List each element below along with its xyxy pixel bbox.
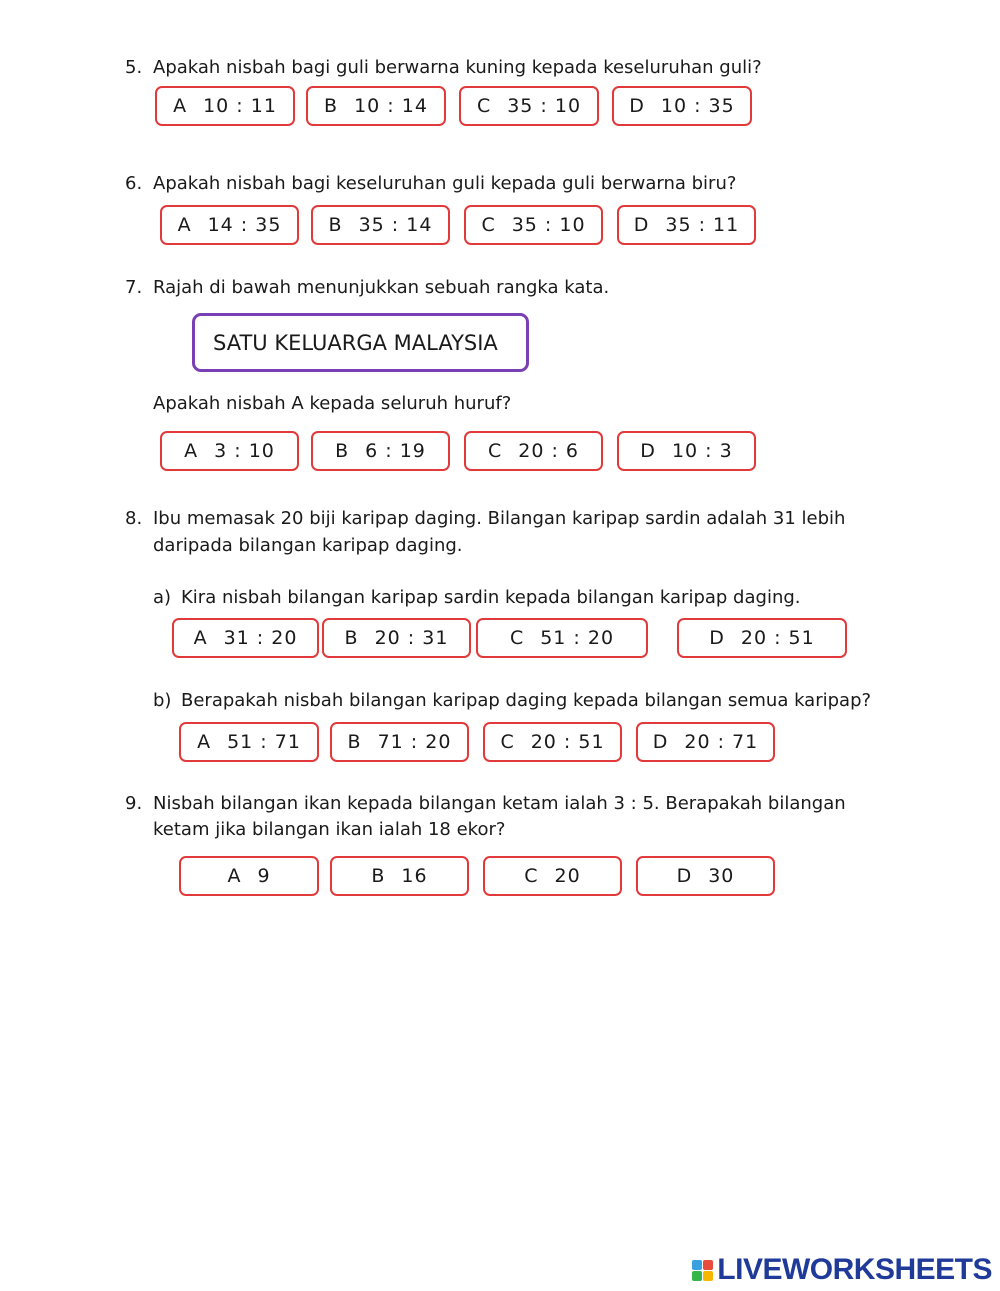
option-letter: C	[524, 865, 539, 887]
question-8b-label: b)	[153, 690, 172, 711]
question-8-number: 8.	[125, 508, 143, 529]
question-5-option-a[interactable]	[155, 86, 295, 126]
mark-square-l	[692, 1260, 702, 1270]
question-7-text: Rajah di bawah menunjukkan sebuah rangka kata.	[153, 277, 610, 298]
option-value: 35 : 10	[507, 95, 582, 117]
question-6-number: 6.	[125, 173, 143, 194]
question-7-option-c[interactable]	[464, 431, 603, 471]
question-8a-option-a[interactable]	[172, 618, 319, 658]
option-value: 10 : 3	[671, 440, 733, 462]
question-5-option-d[interactable]	[612, 86, 752, 126]
option-value: 51 : 20	[540, 627, 615, 649]
question-5-option-c[interactable]	[459, 86, 599, 126]
option-letter: C	[481, 214, 496, 236]
question-8b-option-c[interactable]	[483, 722, 622, 762]
question-6-text: Apakah nisbah bagi keseluruhan guli kepada guli berwarna biru?	[153, 173, 737, 194]
option-letter: B	[371, 865, 386, 887]
option-letter: D	[709, 627, 725, 649]
option-value: 51 : 71	[227, 731, 301, 753]
option-letter: D	[633, 214, 650, 236]
question-9-text-line1: Nisbah bilangan ikan kepada bilangan ketam ialah 3 : 5. Berapakah bilangan	[153, 793, 846, 814]
question-6-option-c[interactable]	[464, 205, 603, 245]
liveworksheets-logo-text: LIVEWORKSHEETS	[717, 1253, 992, 1286]
question-9-option-b[interactable]	[330, 856, 469, 896]
option-value: 35 : 11	[665, 214, 740, 236]
option-letter: C	[500, 731, 515, 753]
option-value: 16	[401, 865, 428, 887]
question-6-option-b[interactable]	[311, 205, 450, 245]
question-9-option-c[interactable]	[483, 856, 622, 896]
question-5-text: Apakah nisbah bagi guli berwarna kuning kepada keseluruhan guli?	[153, 57, 762, 78]
option-letter: A	[197, 731, 212, 753]
option-value: 35 : 10	[511, 214, 586, 236]
question-8a-label: a)	[153, 587, 172, 608]
option-value: 14 : 35	[207, 214, 282, 236]
option-value: 6 : 19	[365, 440, 426, 462]
option-value: 20 : 51	[740, 627, 815, 649]
question-7-option-d[interactable]	[617, 431, 756, 471]
liveworksheets-mark-icon	[692, 1260, 713, 1281]
question-8-text-line1: Ibu memasak 20 biji karipap daging. Bilangan karipap sardin adalah 31 lebih	[153, 508, 846, 529]
option-letter: B	[335, 440, 350, 462]
question-6-option-a[interactable]	[160, 205, 299, 245]
liveworksheets-logo	[692, 1252, 992, 1288]
word-frame-text: SATU KELUARGA MALAYSIA	[213, 330, 498, 355]
question-8-text-line2: daripada bilangan karipap daging.	[153, 535, 463, 556]
option-value: 30	[708, 865, 735, 887]
option-value: 20 : 71	[684, 731, 759, 753]
question-7-number: 7.	[125, 277, 143, 298]
question-7-option-b[interactable]	[311, 431, 450, 471]
option-value: 20	[554, 865, 581, 887]
word-frame	[192, 313, 529, 372]
question-8a-option-d[interactable]	[677, 618, 847, 658]
option-value: 31 : 20	[223, 627, 298, 649]
question-7-subtext: Apakah nisbah A kepada seluruh huruf?	[153, 393, 512, 414]
question-5-option-b[interactable]	[306, 86, 446, 126]
option-value: 20 : 51	[530, 731, 605, 753]
question-8a-text: Kira nisbah bilangan karipap sardin kepada bilangan karipap daging.	[181, 587, 801, 608]
option-letter: B	[344, 627, 359, 649]
option-letter: A	[173, 95, 188, 117]
question-7-option-a[interactable]	[160, 431, 299, 471]
question-9-option-a[interactable]	[179, 856, 319, 896]
question-6-option-d[interactable]	[617, 205, 756, 245]
option-letter: B	[324, 95, 339, 117]
option-value: 71 : 20	[377, 731, 452, 753]
question-5-number: 5.	[125, 57, 143, 78]
question-8b-option-b[interactable]	[330, 722, 469, 762]
option-letter: A	[184, 440, 199, 462]
mark-square-v	[692, 1271, 702, 1281]
question-9-text-line2: ketam jika bilangan ikan ialah 18 ekor?	[153, 819, 506, 840]
option-value: 10 : 35	[660, 95, 735, 117]
option-value: 10 : 14	[354, 95, 428, 117]
option-value: 10 : 11	[203, 95, 277, 117]
option-letter: B	[347, 731, 362, 753]
option-letter: B	[328, 214, 343, 236]
option-value: 3 : 10	[214, 440, 275, 462]
option-letter: D	[629, 95, 645, 117]
option-letter: D	[652, 731, 669, 753]
option-value: 35 : 14	[358, 214, 433, 236]
option-letter: D	[640, 440, 656, 462]
question-8a-option-c[interactable]	[476, 618, 648, 658]
question-8b-option-a[interactable]	[179, 722, 319, 762]
option-value: 9	[257, 865, 271, 887]
question-8b-text: Berapakah nisbah bilangan karipap daging kepada bilangan semua karipap?	[181, 690, 872, 711]
option-letter: C	[509, 627, 525, 649]
question-8b-option-d[interactable]	[636, 722, 775, 762]
option-letter: A	[177, 214, 192, 236]
option-letter: C	[487, 440, 503, 462]
option-letter: A	[193, 627, 208, 649]
question-9-option-d[interactable]	[636, 856, 775, 896]
option-value: 20 : 6	[518, 440, 580, 462]
option-letter: A	[227, 865, 242, 887]
question-8a-option-b[interactable]	[322, 618, 471, 658]
option-value: 20 : 31	[374, 627, 449, 649]
mark-square-i	[703, 1260, 713, 1270]
question-9-number: 9.	[125, 793, 143, 814]
option-letter: D	[676, 865, 693, 887]
mark-square-e	[703, 1271, 713, 1281]
option-letter: C	[476, 95, 492, 117]
